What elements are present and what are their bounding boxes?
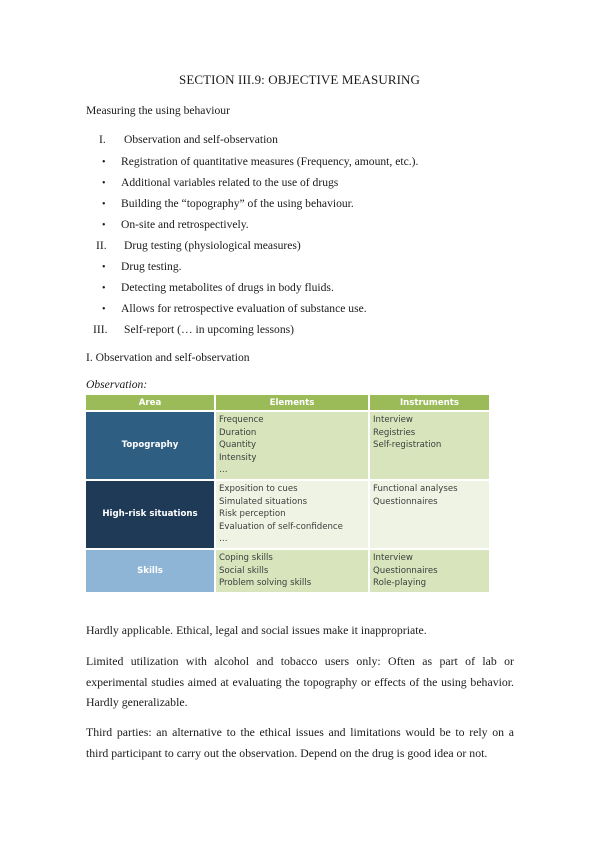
page-title: SECTION III.9: OBJECTIVE MEASURING: [179, 72, 420, 87]
section1-heading: Observation and self-observation: [124, 133, 278, 146]
paragraph: [86, 620, 514, 641]
element-item: …: [219, 534, 228, 545]
table-header: Elements: [215, 395, 369, 411]
subheading: I. Observation and self-observation: [86, 351, 250, 364]
element-item: Duration: [219, 427, 257, 438]
paragraph-line: Hardly generalizable.: [86, 695, 188, 709]
instruments-cell: [369, 480, 489, 549]
table-row: [86, 480, 489, 549]
bullet-glyph: •: [102, 262, 106, 273]
section1-bullet: Building the “topography” of the using behaviour.: [121, 197, 354, 210]
table-header: Area: [86, 395, 215, 411]
element-item: Frequence: [219, 415, 264, 425]
section2-heading: Drug testing (physiological measures): [124, 239, 301, 252]
section1-bullet: Additional variables related to the use of drugs: [121, 176, 339, 189]
element-item: Coping skills: [219, 552, 273, 563]
section1-bullet: On-site and retrospectively.: [121, 218, 249, 231]
elements-cell: [215, 549, 369, 593]
instrument-item: Registries: [373, 427, 416, 438]
bullet-glyph: •: [102, 199, 106, 210]
bullet-glyph: •: [102, 220, 106, 231]
instruments-cell: [369, 549, 489, 593]
element-item: Evaluation of self-confidence: [219, 521, 343, 532]
instrument-item: Interview: [373, 415, 413, 425]
element-item: …: [219, 465, 228, 476]
element-item: Problem solving skills: [219, 578, 312, 589]
area-cell: Skills: [86, 549, 215, 593]
area-cell: High-risk situations: [86, 480, 215, 549]
elements-cell: [215, 411, 369, 480]
paragraph-line: third participant to carry out the observation. Depend on the drug is good idea or not.: [86, 745, 488, 760]
instruments-cell: [369, 411, 489, 480]
bullet-glyph: •: [102, 157, 106, 168]
paragraph: [86, 651, 514, 713]
paragraph: [86, 722, 514, 763]
element-item: Exposition to cues: [219, 483, 298, 494]
instrument-item: Interview: [373, 552, 413, 563]
observation-label: Observation:: [86, 378, 148, 391]
bullet-glyph: •: [102, 304, 106, 315]
table-row: [86, 549, 489, 593]
element-item: Social skills: [219, 565, 269, 576]
instrument-item: Functional analyses: [373, 483, 458, 494]
table-row: [86, 411, 489, 480]
section3-heading: Self-report (… in upcoming lessons): [124, 323, 295, 336]
section2-bullet: Detecting metabolites of drugs in body fluids.: [121, 281, 334, 294]
table-header: Instruments: [369, 395, 489, 411]
element-item: Risk perception: [219, 509, 286, 520]
observation-table: [86, 395, 489, 594]
intro-line: Measuring the using behaviour: [86, 104, 230, 117]
instrument-item: Questionnaires: [373, 496, 438, 507]
section3-numeral: III.: [93, 323, 108, 336]
section2-bullet: Allows for retrospective evaluation of substance use.: [121, 302, 367, 315]
section1-bullet: Registration of quantitative measures (Frequency, amount, etc.).: [121, 155, 419, 168]
elements-cell: [215, 480, 369, 549]
instrument-item: Self-registration: [373, 440, 442, 451]
instrument-item: Role-playing: [373, 578, 427, 589]
bullet-glyph: •: [102, 178, 106, 189]
area-cell: Topography: [86, 411, 215, 480]
element-item: Intensity: [219, 452, 257, 463]
section2-bullet: Drug testing.: [121, 260, 182, 273]
section2-numeral: II.: [96, 239, 107, 252]
paragraph-line: Hardly applicable. Ethical, legal and social issues make it inappropriate.: [86, 623, 427, 637]
element-item: Simulated situations: [219, 496, 308, 507]
paragraph-line: Limited utilization with alcohol and tobacco users only: Often as part of lab or: [86, 654, 514, 668]
instrument-item: Questionnaires: [373, 565, 438, 576]
element-item: Quantity: [219, 440, 257, 451]
section1-numeral: I.: [99, 133, 106, 146]
paragraph-line: Third parties: an alternative to the ethical issues and limitations would be to rely on a: [86, 725, 514, 739]
paragraph-line: experimental studies aimed at evaluating the topography or effects of the using behavior.: [86, 674, 514, 689]
table-header-row: [86, 395, 489, 411]
bullet-glyph: •: [102, 283, 106, 294]
